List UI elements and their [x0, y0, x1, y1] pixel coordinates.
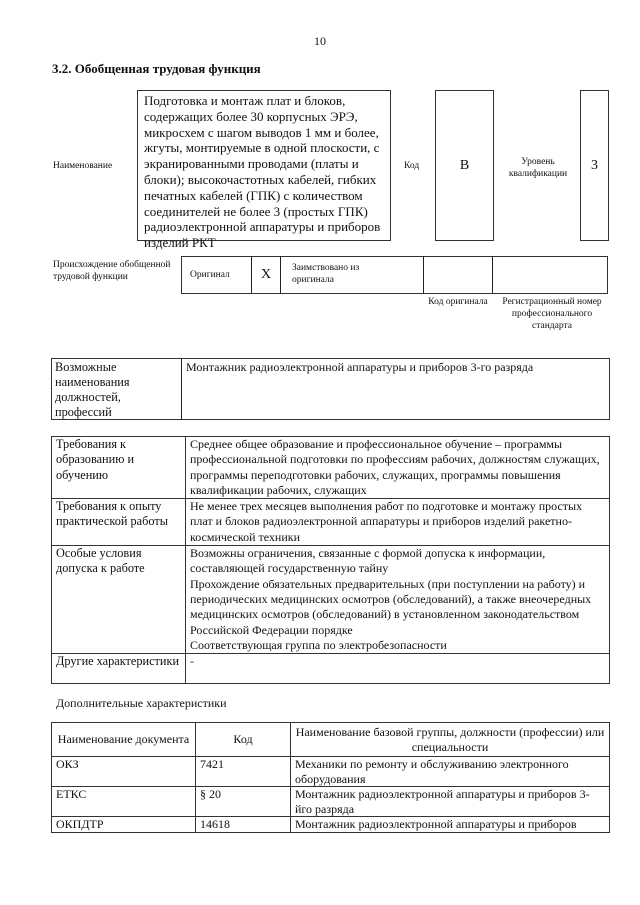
requirement-value-line: Соответствующая группа по электробезопасности [190, 637, 447, 652]
requirement-label: Другие характеристики [52, 654, 186, 684]
requirement-label: Особые условия допуска к работе [52, 546, 186, 654]
origin-row [181, 256, 608, 294]
doc-name: ОКЗ [52, 757, 196, 787]
header-code: Код [196, 723, 291, 757]
level-value-box [580, 90, 609, 241]
name-label: Наименование [53, 161, 113, 171]
page-number: 10 [314, 34, 326, 48]
requirement-value: - [186, 654, 610, 684]
function-name-box [137, 90, 391, 251]
doc-name: ЕТКС [52, 787, 196, 817]
section-title: 3.2. Обобщенная трудовая функция [52, 61, 261, 76]
code-value-box [435, 90, 494, 241]
code-label: Код [404, 161, 420, 171]
additional-table [51, 722, 610, 833]
function-name-value: Подготовка и монтаж плат и блоков, содержащих более 30 корпусных ЭРЭ, микросхем с шагом выводов 1 мм и более, жгуты, монтируемые в одной плоскости, с экранированными проводами (платы и блоки); высокочастотных кабелей, гибких печатных кабелей (ГПК) с количеством соединителей не более 3 (простых ГПК) радиоэлектронной аппаратуры и приборов изделий РКТ [144, 93, 381, 251]
requirements-table [51, 436, 610, 684]
level-value: 3 [591, 158, 598, 173]
doc-group: Монтажник радиоэлектронной аппаратуры и приборов 3-йго разряда [291, 787, 610, 817]
table-row [52, 757, 610, 787]
requirement-label: Требования к образованию и обучению [52, 437, 186, 499]
requirement-value-line: Прохождение обязательных предварительных (при поступлении на работу) и периодических медицинских осмотров (обследований), а также внеочередных медицинских осмотров (обследований) в установленном законодательством Российской Федерации порядке [190, 576, 592, 637]
additional-header-row [52, 723, 610, 757]
table-row [52, 817, 610, 833]
requirement-value: Среднее общее образование и профессиональное обучение – программы профессиональной подготовки по профессиям рабочих, должностям служащих, программы переподготовки рабочих, служащих, программы повышения квалификации рабочих, служащих [186, 437, 610, 499]
requirement-row [52, 499, 610, 546]
doc-code: § 20 [196, 787, 291, 817]
origin-label: Происхождение обобщенной трудовой функции [53, 260, 171, 282]
header-group: Наименование базовой группы, должности (профессии) или специальности [291, 723, 610, 757]
header-document: Наименование документа [52, 723, 196, 757]
doc-code: 14618 [196, 817, 291, 833]
borrowed-label: Заимствовано из оригинала [292, 263, 360, 285]
requirement-value-line: Возможны ограничения, связанные с формой допуска к информации, составляющей государственную тайну [190, 546, 546, 576]
code-value: B [459, 158, 470, 173]
doc-group: Монтажник радиоэлектронной аппаратуры и приборов [291, 817, 610, 833]
requirement-value: Не менее трех месяцев выполнения работ по подготовке и монтажу простых плат и блоков радиоэлектронной аппаратуры и приборов изделий ракетно-космической техники [186, 499, 610, 546]
requirement-label: Требования к опыту практической работы [52, 499, 186, 546]
positions-label: Возможные наименования должностей, профессий [55, 360, 130, 419]
original-mark: X [260, 267, 272, 282]
doc-group: Механики по ремонту и обслуживанию электронного оборудования [291, 757, 610, 787]
requirement-row [52, 654, 610, 684]
original-label: Оригинал [190, 270, 230, 280]
table-row [52, 787, 610, 817]
additional-title: Дополнительные характеристики [56, 696, 227, 710]
doc-code: 7421 [196, 757, 291, 787]
requirement-value-list [186, 546, 610, 654]
positions-value: Монтажник радиоэлектронной аппаратуры и приборов 3-го разряда [186, 360, 534, 374]
requirement-row [52, 437, 610, 499]
level-label: Уровень квалификации [508, 157, 568, 179]
doc-name: ОКПДТР [52, 817, 196, 833]
reg-number-caption: Регистрационный номер профессионального стандарта [502, 297, 602, 331]
original-code-caption: Код оригинала [428, 297, 488, 307]
requirement-row [52, 546, 610, 654]
